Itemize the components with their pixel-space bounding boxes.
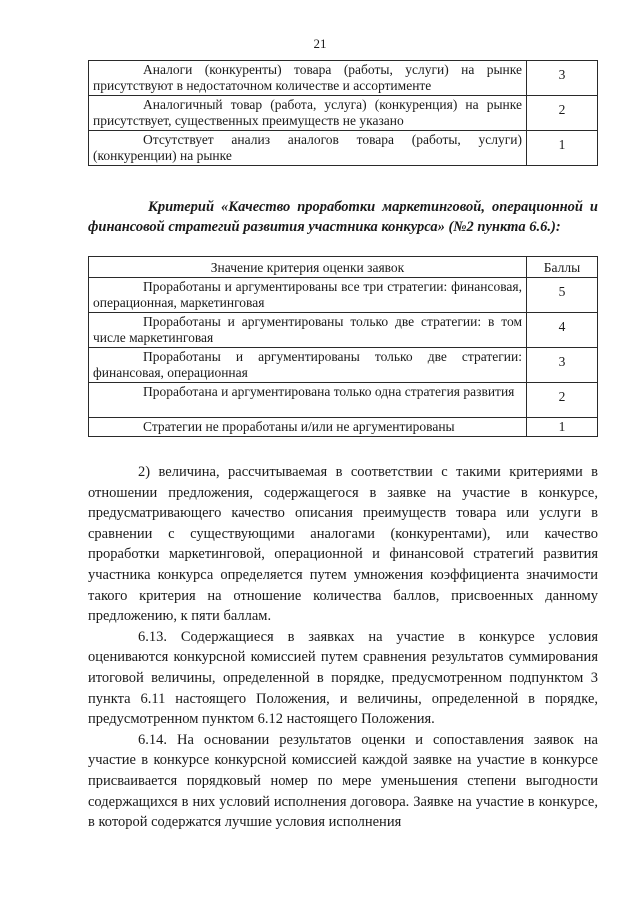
criterion-title-line-1: Критерий «Качество проработки маркетинговой, операционной и (148, 199, 598, 215)
column-header-points: Баллы (527, 257, 598, 278)
body-text (88, 462, 598, 833)
points-cell: 3 (527, 348, 598, 383)
points-cell: 1 (527, 131, 598, 166)
page-number: 21 (313, 36, 327, 51)
criterion-title-line-2: финансовой стратегий развития участника конкурса» (№2 пункта 6.6.): (88, 219, 561, 235)
criterion-value-cell: Аналоги (конкуренты) товара (работы, услуги) на рынке присутствуют в недостаточном количестве и ассортименте (89, 61, 527, 96)
points-cell: 5 (527, 278, 598, 313)
points-cell: 2 (527, 96, 598, 131)
points-cell: 2 (527, 383, 598, 418)
table-row (89, 278, 598, 313)
table-row (89, 383, 598, 418)
table-analogues (88, 60, 598, 166)
table-row (89, 61, 598, 96)
table-row (89, 348, 598, 383)
table-row (89, 313, 598, 348)
paragraph-6-14: 6.14. На основании результатов оценки и сопоставления заявок на участие в конкурсе конкурсной комиссией каждой заявке на участие в конкурсе присваивается порядковый номер по мере уменьшения степени выгодности содержащихся в них условий исполнения договора. Заявке на участие в конкурсе, в которой содержатся лучшие условия исполнения (88, 731, 598, 831)
criterion-value-cell: Стратегии не проработаны и/или не аргументированы (89, 418, 527, 437)
criterion-title (88, 197, 598, 237)
table-header-row (89, 257, 598, 278)
criterion-value-cell: Аналогичный товар (работа, услуга) (конкуренция) на рынке присутствует, существенных преимуществ не указано (89, 96, 527, 131)
table-strategies (88, 256, 598, 437)
column-header-criterion: Значение критерия оценки заявок (89, 257, 527, 278)
paragraph-value-calculation: 2) величина, рассчитываемая в соответствии с такими критериями в отношении предложения, содержащегося в заявке на участие в конкурсе, предусматривающего качество описания преимуществ товара или услуги в сравнении с существующими аналогами (конкурентами), или качество проработки маркетинговой, операционной и финансовой стратегий развития участника конкурса определяется путем умножения коэффициента значимости такого критерия на отношение количества баллов, присвоенных данному предложению, к пяти баллам. (88, 464, 598, 625)
criterion-value-cell: Проработаны и аргументированы все три стратегии: финансовая, операционная, маркетинговая (89, 278, 527, 313)
points-cell: 1 (527, 418, 598, 437)
table-row (89, 131, 598, 166)
table-row (89, 418, 598, 437)
points-cell: 3 (527, 61, 598, 96)
criterion-value-cell: Проработаны и аргументированы только две стратегии: финансовая, операционная (89, 348, 527, 383)
criterion-value-cell: Проработаны и аргументированы только две стратегии: в том числе маркетинговая (89, 313, 527, 348)
paragraph-6-13: 6.13. Содержащиеся в заявках на участие в конкурсе условия оцениваются конкурсной комиссией путем сравнения результатов суммирования итоговой величины, определенной в порядке, предусмотренном подпунктом 3 пункта 6.11 настоящего Положения, и величины, определенной в порядке, предусмотренном пунктом 6.12 настоящего Положения. (88, 628, 598, 728)
points-cell: 4 (527, 313, 598, 348)
criterion-value-cell: Отсутствует анализ аналогов товара (работы, услуги) (конкуренции) на рынке (89, 131, 527, 166)
criterion-value-cell: Проработана и аргументирована только одна стратегия развития (89, 383, 527, 418)
table-row (89, 96, 598, 131)
